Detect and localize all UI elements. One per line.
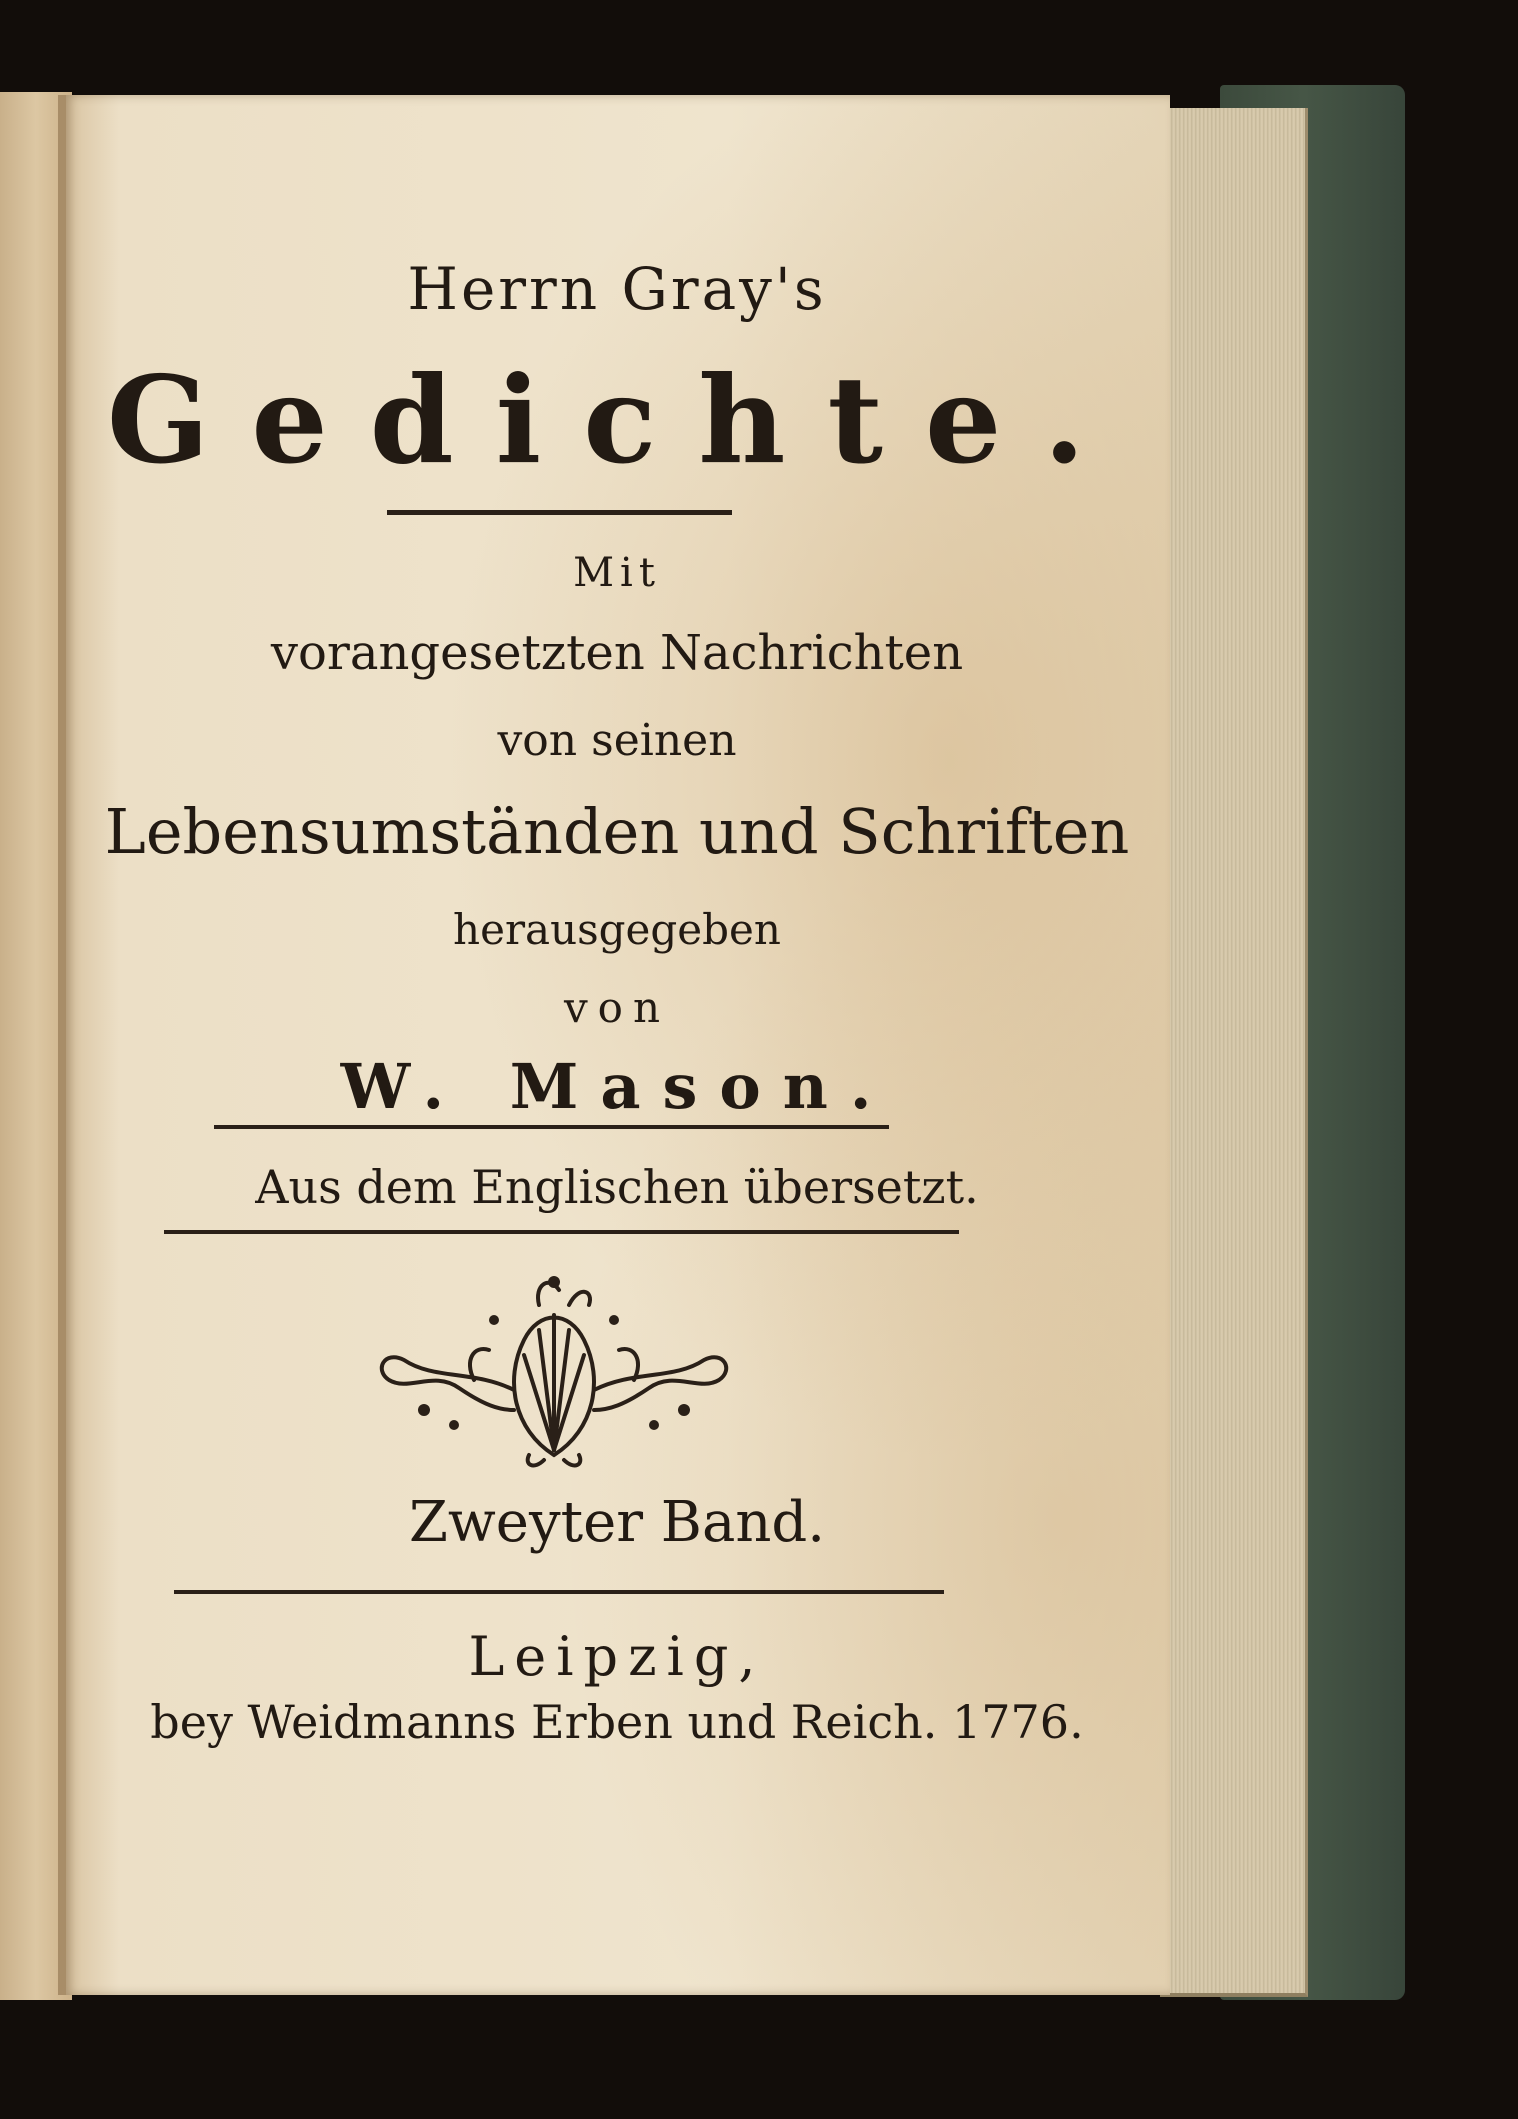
page-edges <box>1160 108 1308 1997</box>
editor-name: W. Mason. <box>340 1050 894 1123</box>
subtitle-lebensumstaende: Lebensumständen und Schriften <box>104 795 1130 868</box>
subtitle-von-seinen: von seinen <box>497 715 737 766</box>
author-line: Herrn Gray's <box>407 255 827 323</box>
von: von <box>563 983 671 1032</box>
imprint-line: bey Weidmanns Erben und Reich. 1776. <box>150 1695 1084 1749</box>
work-title: Gedichte. <box>106 350 1128 491</box>
rule-2 <box>214 1125 889 1129</box>
translation-note: Aus dem Englischen übersetzt. <box>255 1160 979 1214</box>
floral-ornament-icon <box>364 1260 744 1475</box>
herausgegeben: herausgegeben <box>453 905 781 954</box>
rule-3 <box>164 1230 959 1234</box>
volume-line: Zweyter Band. <box>408 1490 826 1555</box>
subtitle-nachrichten: vorangesetzten Nachrichten <box>270 625 964 681</box>
subtitle-mit: Mit <box>573 550 661 596</box>
rule-1 <box>387 510 732 515</box>
rule-4 <box>174 1590 944 1594</box>
place-line: Leipzig, <box>468 1625 766 1688</box>
